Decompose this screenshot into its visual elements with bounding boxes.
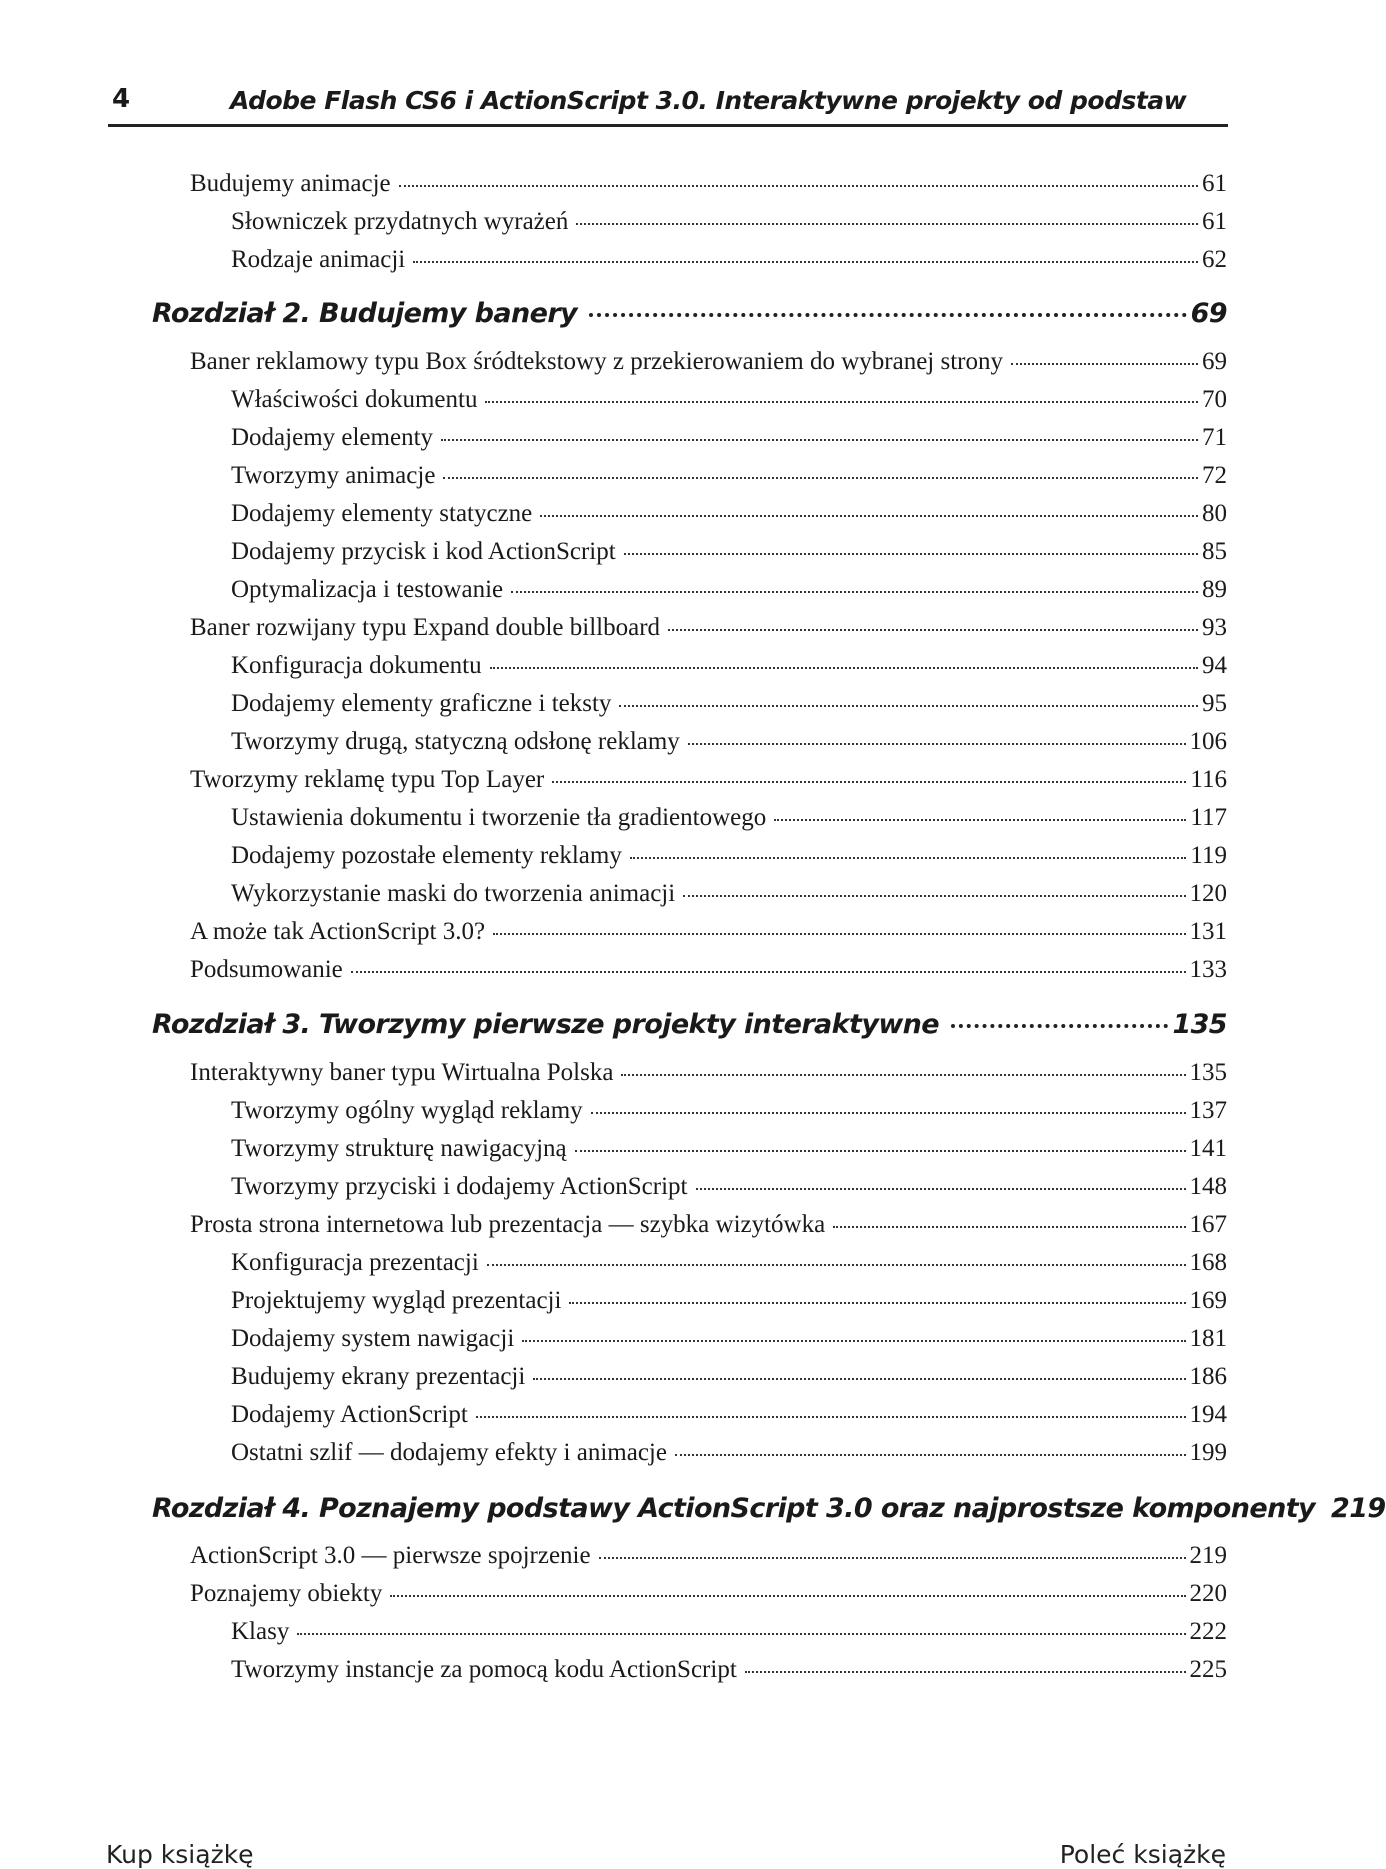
toc-entry-page: 194: [1189, 1401, 1227, 1428]
toc-entry: [231, 652, 1227, 680]
toc-entry-title: Interaktywny baner typu Wirtualna Polska: [190, 1059, 614, 1086]
toc-entry-title: Tworzymy ogólny wygląd reklamy: [231, 1097, 583, 1124]
dot-leader: [576, 223, 1198, 225]
dot-leader: [540, 515, 1198, 517]
toc-entry-page: 119: [1190, 842, 1227, 869]
toc-entry: [231, 462, 1227, 490]
toc-entry-title: Budujemy ekrany prezentacji: [231, 1363, 526, 1390]
toc-entry-page: 219: [1189, 1542, 1227, 1569]
toc-entry-page: 222: [1189, 1618, 1227, 1645]
dot-leader: [591, 1112, 1186, 1114]
toc-entry-page: 169: [1189, 1287, 1227, 1314]
dot-leader: [511, 591, 1198, 593]
toc-entry-title: Konfiguracja prezentacji: [231, 1249, 479, 1276]
toc-entry-page: 117: [1190, 804, 1227, 831]
toc-entry-page: 199: [1189, 1439, 1227, 1466]
toc-entry-title: Rozdział 3. Tworzymy pierwsze projekty interaktywne: [152, 1009, 939, 1040]
toc-entry: [190, 956, 1227, 984]
toc-entry: [231, 538, 1227, 566]
toc-entry-page: 72: [1202, 462, 1227, 489]
toc-entry-page: 181: [1189, 1325, 1227, 1352]
toc-entry-title: Właściwości dokumentu: [231, 386, 478, 413]
toc-entry: [231, 1173, 1227, 1201]
toc-entry-title: Tworzymy animacje: [231, 462, 436, 489]
toc-entry: [231, 1439, 1227, 1467]
toc-entry: [231, 1656, 1227, 1684]
toc-entry-title: Budujemy animacje: [190, 170, 391, 197]
toc-entry: [231, 1097, 1227, 1125]
book-title: Adobe Flash CS6 i ActionScript 3.0. Interaktywne projekty od podstaw: [230, 86, 1187, 115]
toc-entry-page: 148: [1189, 1173, 1227, 1200]
dot-leader: [683, 895, 1185, 897]
dot-leader: [1011, 363, 1198, 365]
toc-entry-title: Tworzymy reklamę typu Top Layer: [190, 766, 545, 793]
toc-entry-title: Tworzymy drugą, statyczną odsłonę reklamy: [231, 728, 680, 755]
toc-entry: [231, 424, 1227, 452]
toc-entry-page: 137: [1189, 1097, 1227, 1124]
toc-entry-page: 135: [1189, 1059, 1227, 1086]
toc-entry: [231, 1135, 1227, 1163]
toc-entry: [231, 1249, 1227, 1277]
toc-entry: [231, 728, 1227, 756]
toc-entry-page: 135: [1172, 1009, 1227, 1040]
dot-leader: [522, 1340, 1185, 1342]
toc-entry-title: Klasy: [231, 1618, 290, 1645]
toc-entry: [231, 386, 1227, 414]
dot-leader: [774, 819, 1186, 821]
page-number: 4: [112, 84, 131, 114]
dot-leader: [487, 1264, 1186, 1266]
toc-entry-page: 106: [1189, 728, 1227, 755]
dot-leader: [569, 1302, 1185, 1304]
dot-leader: [621, 1074, 1185, 1076]
toc-entry-page: 61: [1202, 170, 1227, 197]
toc-entry: [231, 208, 1227, 236]
toc-entry: [231, 1363, 1227, 1391]
toc-entry-page: 133: [1189, 956, 1227, 983]
toc-entry-page: 225: [1189, 1656, 1227, 1683]
toc-entry-page: 94: [1202, 652, 1227, 679]
toc-entry-title: Dodajemy elementy: [231, 424, 434, 451]
dot-leader: [688, 743, 1186, 745]
toc-entry-page: 93: [1202, 614, 1227, 641]
dot-leader: [951, 1024, 1168, 1028]
toc-entry: [231, 842, 1227, 870]
toc-entry-title: ActionScript 3.0 — pierwsze spojrzenie: [190, 1542, 591, 1569]
dot-leader: [351, 971, 1186, 973]
toc-entry-title: Ostatni szlif — dodajemy efekty i animacje: [231, 1439, 667, 1466]
buy-book-link[interactable]: Kup książkę: [106, 1840, 254, 1869]
toc-entry-title: Słowniczek przydatnych wyrażeń: [231, 208, 569, 235]
dot-leader: [668, 629, 1198, 631]
toc-entry-page: 62: [1202, 246, 1227, 273]
toc-entry: [190, 1542, 1227, 1570]
dot-leader: [399, 185, 1198, 187]
toc-entry-title: Prosta strona internetowa lub prezentacja — szybka wizytówka: [190, 1211, 826, 1238]
toc-entry-title: Dodajemy elementy graficzne i teksty: [231, 690, 612, 717]
toc-entry-title: Wykorzystanie maski do tworzenia animacji: [231, 880, 676, 907]
toc-entry-title: Dodajemy ActionScript: [231, 1401, 468, 1428]
toc-entry: [190, 1211, 1227, 1239]
dot-leader: [675, 1454, 1186, 1456]
toc-entry: [190, 1059, 1227, 1087]
toc-entry-title: Rozdział 2. Budujemy banery: [152, 298, 578, 329]
toc-entry-page: 131: [1189, 918, 1227, 945]
toc-entry: [231, 804, 1227, 832]
toc-entry-page: 186: [1189, 1363, 1227, 1390]
toc-entry-page: 219: [1331, 1493, 1386, 1524]
dot-leader: [390, 1595, 1185, 1597]
toc-entry: [231, 1618, 1227, 1646]
toc-entry-title: Baner rozwijany typu Expand double billboard: [190, 614, 661, 641]
toc-entry: [190, 170, 1227, 198]
toc-entry-page: 70: [1202, 386, 1227, 413]
toc-entry: [231, 880, 1227, 908]
toc-entry: [190, 766, 1227, 794]
toc-entry: [190, 1580, 1227, 1608]
toc-entry-title: Tworzymy instancje za pomocą kodu ActionScript: [231, 1656, 737, 1683]
toc-entry-title: Projektujemy wygląd prezentacji: [231, 1287, 562, 1314]
dot-leader: [441, 439, 1198, 441]
toc-entry-title: Baner reklamowy typu Box śródtekstowy z przekierowaniem do wybranej strony: [190, 348, 1003, 375]
toc-entry-page: 167: [1189, 1211, 1227, 1238]
toc-entry: [231, 690, 1227, 718]
toc-chapter-entry: [152, 298, 1227, 329]
toc-entry-page: 71: [1202, 424, 1227, 451]
dot-leader: [533, 1378, 1185, 1380]
dot-leader: [297, 1633, 1185, 1635]
toc-entry-title: Poznajemy obiekty: [190, 1580, 383, 1607]
toc-entry-title: Dodajemy system nawigacji: [231, 1325, 515, 1352]
recommend-book-link[interactable]: Poleć książkę: [1059, 1840, 1226, 1869]
dot-leader: [619, 705, 1198, 707]
toc-entry-title: Dodajemy elementy statyczne: [231, 500, 533, 527]
toc-entry: [190, 348, 1227, 376]
toc-entry-page: 168: [1189, 1249, 1227, 1276]
dot-leader: [589, 313, 1187, 317]
dot-leader: [624, 553, 1198, 555]
dot-leader: [485, 401, 1198, 403]
dot-leader: [476, 1416, 1186, 1418]
toc-entry-page: 116: [1190, 766, 1227, 793]
dot-leader: [490, 667, 1198, 669]
toc-entry-page: 69: [1190, 298, 1227, 329]
toc-entry-page: 61: [1202, 208, 1227, 235]
dot-leader: [599, 1557, 1186, 1559]
toc-entry: [190, 614, 1227, 642]
toc-entry-title: Dodajemy przycisk i kod ActionScript: [231, 538, 616, 565]
toc-entry-page: 95: [1202, 690, 1227, 717]
toc-entry: [190, 918, 1227, 946]
toc-entry-page: 220: [1189, 1580, 1227, 1607]
toc-entry-title: A może tak ActionScript 3.0?: [190, 918, 486, 945]
dot-leader: [552, 781, 1186, 783]
toc-chapter-entry: [152, 1493, 1386, 1524]
toc-entry: [231, 1287, 1227, 1315]
toc-entry-title: Konfiguracja dokumentu: [231, 652, 482, 679]
dot-leader: [575, 1150, 1186, 1152]
toc-entry-title: Podsumowanie: [190, 956, 343, 983]
toc-entry-title: Dodajemy pozostałe elementy reklamy: [231, 842, 622, 869]
dot-leader: [443, 477, 1198, 479]
toc-entry: [231, 1325, 1227, 1353]
dot-leader: [493, 933, 1185, 935]
toc-entry: [231, 576, 1227, 604]
toc-entry-title: Ustawienia dokumentu i tworzenie tła gradientowego: [231, 804, 767, 831]
dot-leader: [833, 1226, 1185, 1228]
toc-entry: [231, 246, 1227, 274]
running-header: [108, 84, 1228, 127]
toc-entry-page: 85: [1202, 538, 1227, 565]
toc-entry-page: 80: [1202, 500, 1227, 527]
toc-entry-title: Optymalizacja i testowanie: [231, 576, 504, 603]
toc-entry-page: 141: [1189, 1135, 1227, 1162]
toc-entry-page: 89: [1202, 576, 1227, 603]
toc-chapter-entry: [152, 1009, 1227, 1040]
dot-leader: [696, 1188, 1186, 1190]
toc-entry-page: 120: [1189, 880, 1227, 907]
toc-entry: [231, 1401, 1227, 1429]
dot-leader: [630, 857, 1187, 859]
toc-entry-title: Rodzaje animacji: [231, 246, 406, 273]
toc-entry-title: Rozdział 4. Poznajemy podstawy ActionScript 3.0 oraz najprostsze komponenty: [152, 1493, 1316, 1524]
toc-entry-title: Tworzymy strukturę nawigacyjną: [231, 1135, 567, 1162]
toc-entry-title: Tworzymy przyciski i dodajemy ActionScript: [231, 1173, 688, 1200]
dot-leader: [413, 261, 1198, 263]
toc-entry-page: 69: [1202, 348, 1227, 375]
toc-entry: [231, 500, 1227, 528]
dot-leader: [745, 1671, 1186, 1673]
